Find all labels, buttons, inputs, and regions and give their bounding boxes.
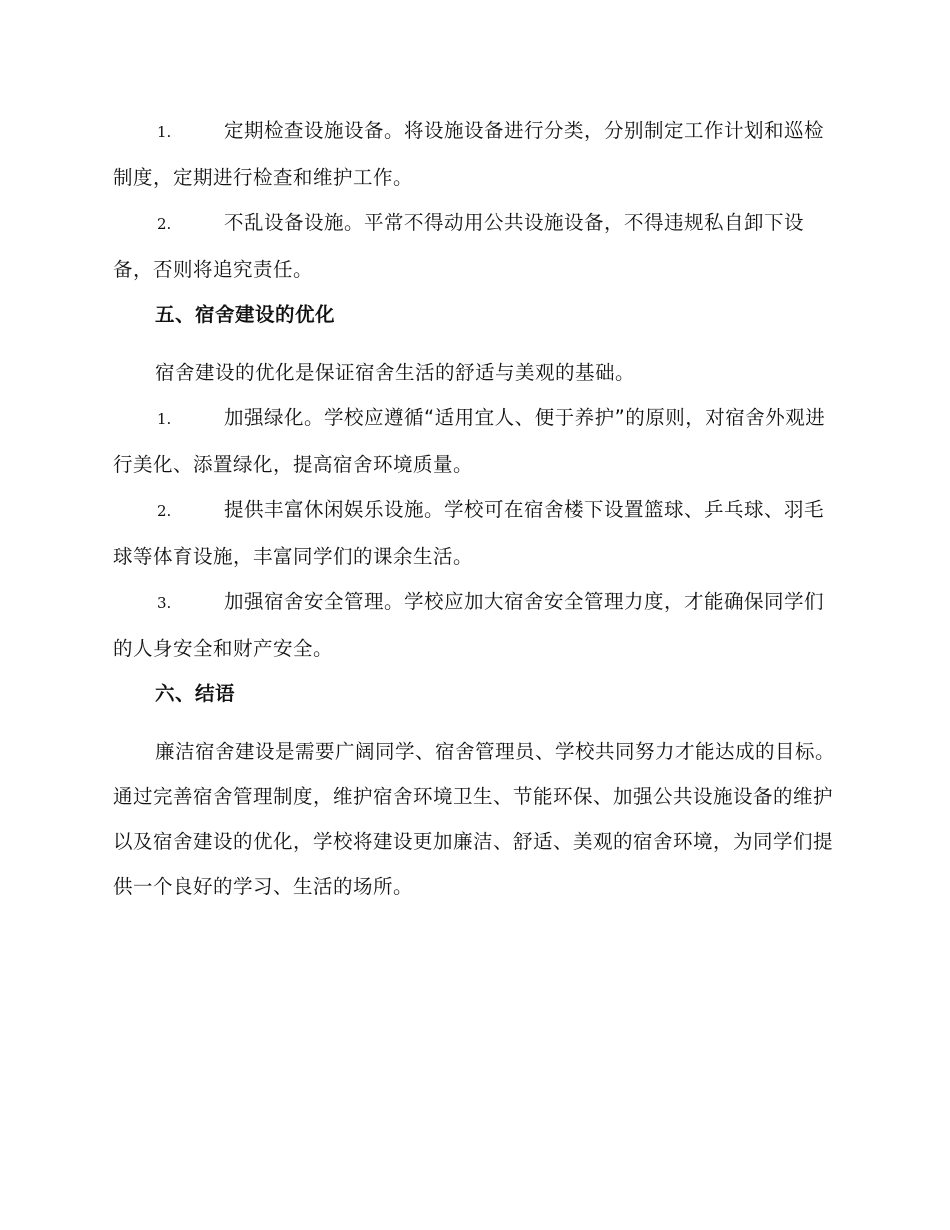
list-item-text: 提供丰富休闲娱乐设施。学校可在宿舍楼下设置篮球、乒乓球、羽毛球等体育设施，丰富同学们的课余生活。 <box>113 498 825 568</box>
list-item <box>113 579 835 671</box>
list-item-text: 加强绿化。学校应遵循“适用宜人、便于养护”的原则，对宿舍外观进行美化、添置绿化，提高宿舍环境质量。 <box>113 406 826 476</box>
list-item-number: 2. <box>157 502 172 520</box>
list-item <box>113 108 835 200</box>
list-item <box>113 487 835 579</box>
conclusion-paragraph: 廉洁宿舍建设是需要广阔同学、宿舍管理员、学校共同努力才能达成的目标。通过完善宿舍管理制度，维护宿舍环境卫生、节能环保、加强公共设施设备的维护以及宿舍建设的优化，学校将建设更加廉洁、舒适、美观的宿舍环境，为同学们提供一个良好的学习、生活的场所。 <box>113 740 836 898</box>
list-item-text: 不乱设备设施。平常不得动用公共设施设备，不得违规私自卸下设备，否则将追究责任。 <box>113 211 805 281</box>
list-item-text: 加强宿舍安全管理。学校应加大宿舍安全管理力度，才能确保同学们的人身安全和财产安全。 <box>113 590 825 660</box>
section-intro-paragraph: 宿舍建设的优化是保证宿舍生活的舒适与美观的基础。 <box>155 361 636 384</box>
list-item <box>113 395 835 487</box>
list-item-number: 1. <box>157 123 172 141</box>
list-item <box>113 200 835 292</box>
document-body <box>113 108 835 909</box>
list-item-number: 2. <box>157 215 172 233</box>
list-item-number: 1. <box>157 410 172 428</box>
list-item-number: 3. <box>157 594 172 612</box>
list-item-text: 定期检查设施设备。将设施设备进行分类，分别制定工作计划和巡检制度，定期进行检查和维护工作。 <box>113 119 825 189</box>
section-heading-conclusion: 六、结语 <box>155 682 236 705</box>
section-heading-optimization: 五、宿舍建设的优化 <box>155 303 336 326</box>
